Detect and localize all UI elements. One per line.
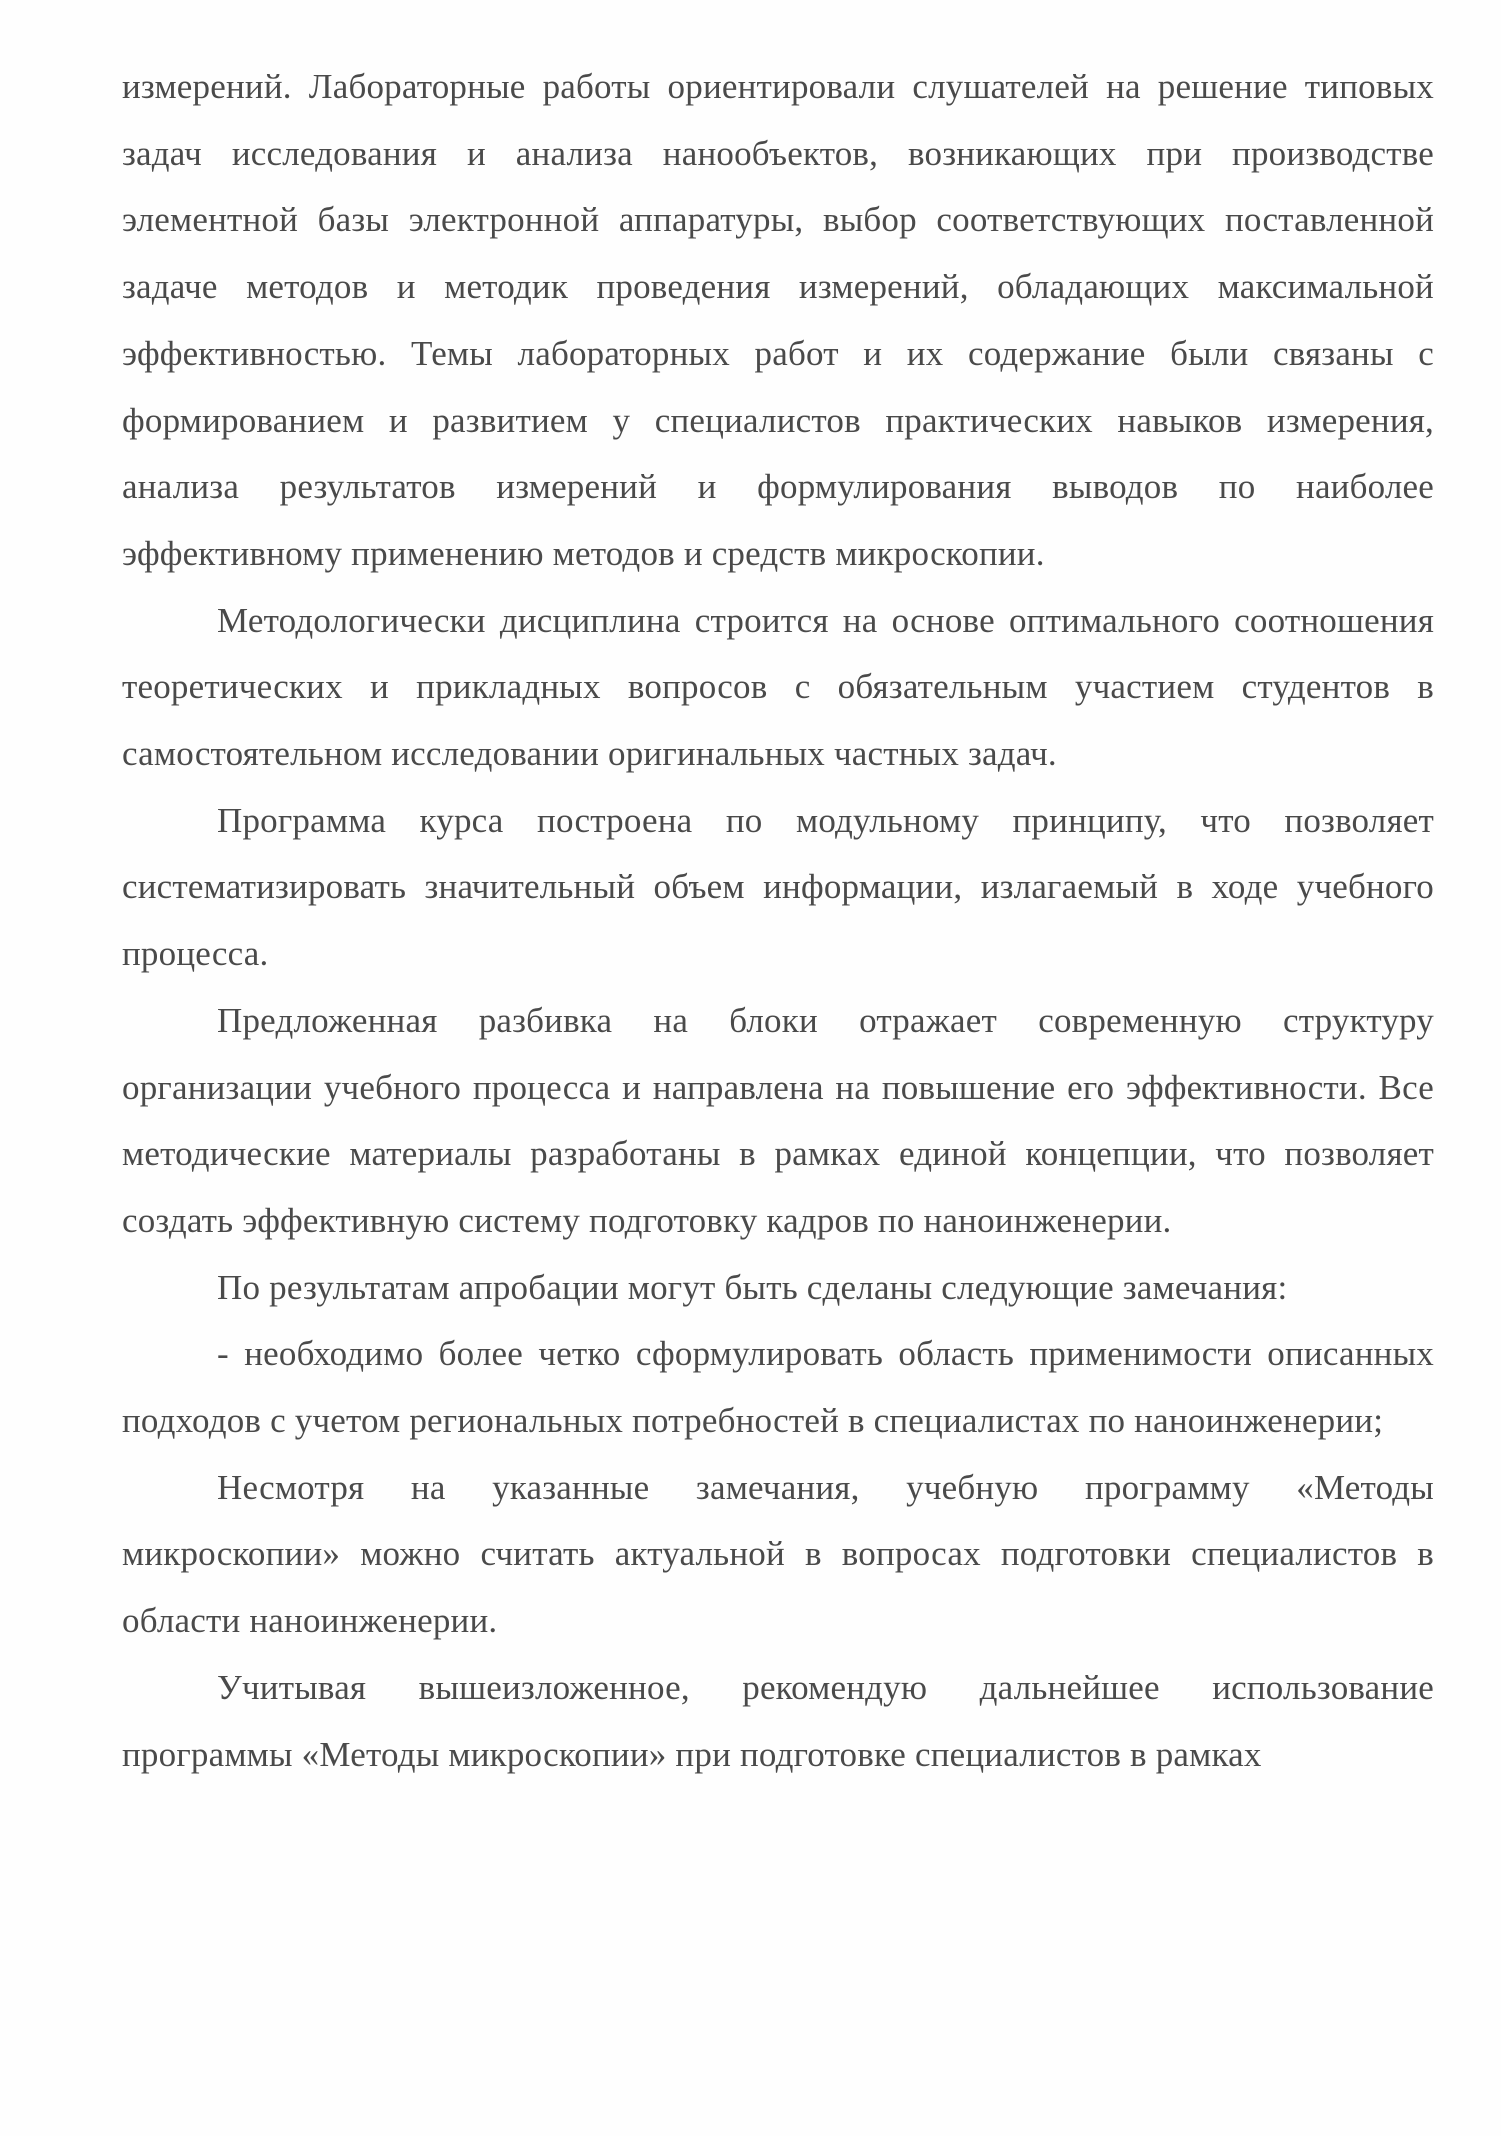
paragraph-program-modules: Программа курса построена по модульному принципу, что позволяет систематизировать значительный объем информации, излагаемый в ходе учебного процесса. [122,800,1434,974]
paragraph-block-structure: Предложенная разбивка на блоки отражает современную структуру организации учебного процесса и направлена на повышение его эффективности. Все методические материалы разработаны в рамках единой концепции, что позволяет создать эффективную систему подготовку кадров по наноинженерии. [122,1000,1434,1240]
paragraph-lab-works: измерений. Лабораторные работы ориентировали слушателей на решение типовых задач исследования и анализа нанообъектов, возникающих при производстве элементной базы электронной аппаратуры, выбор соответствующих поставленной задаче методов и методик проведения измерений, обладающих максимальной эффективностью. Темы лабораторных работ и их содержание были связаны с формированием и развитием у специалистов практических навыков измерения, анализа результатов измерений и формулирования выводов по наиболее эффективному применению методов и средств микроскопии. [122,67,1434,573]
paragraph-remarks-intro: По результатам апробации могут быть сделаны следующие замечания: [217,1267,1288,1307]
paragraph-conclusion: Несмотря на указанные замечания, учебную программу «Методы микроскопии» можно считать актуальной в вопросах подготовки специалистов в области наноинженерии. [122,1467,1434,1641]
document-body [122,54,1434,1788]
paragraph-methodology: Методологически дисциплина строится на основе оптимального соотношения теоретических и прикладных вопросов с обязательным участием студентов в самостоятельном исследовании оригинальных частных задач. [122,600,1434,774]
paragraph-remark-item: - необходимо более четко сформулировать область применимости описанных подходов с учетом региональных потребностей в специалистах по наноинженерии; [122,1334,1434,1441]
paragraph-recommendation: Учитывая вышеизложенное, рекомендую дальнейшее использование программы «Методы микроскопии» при подготовке специалистов в рамках [122,1667,1434,1774]
